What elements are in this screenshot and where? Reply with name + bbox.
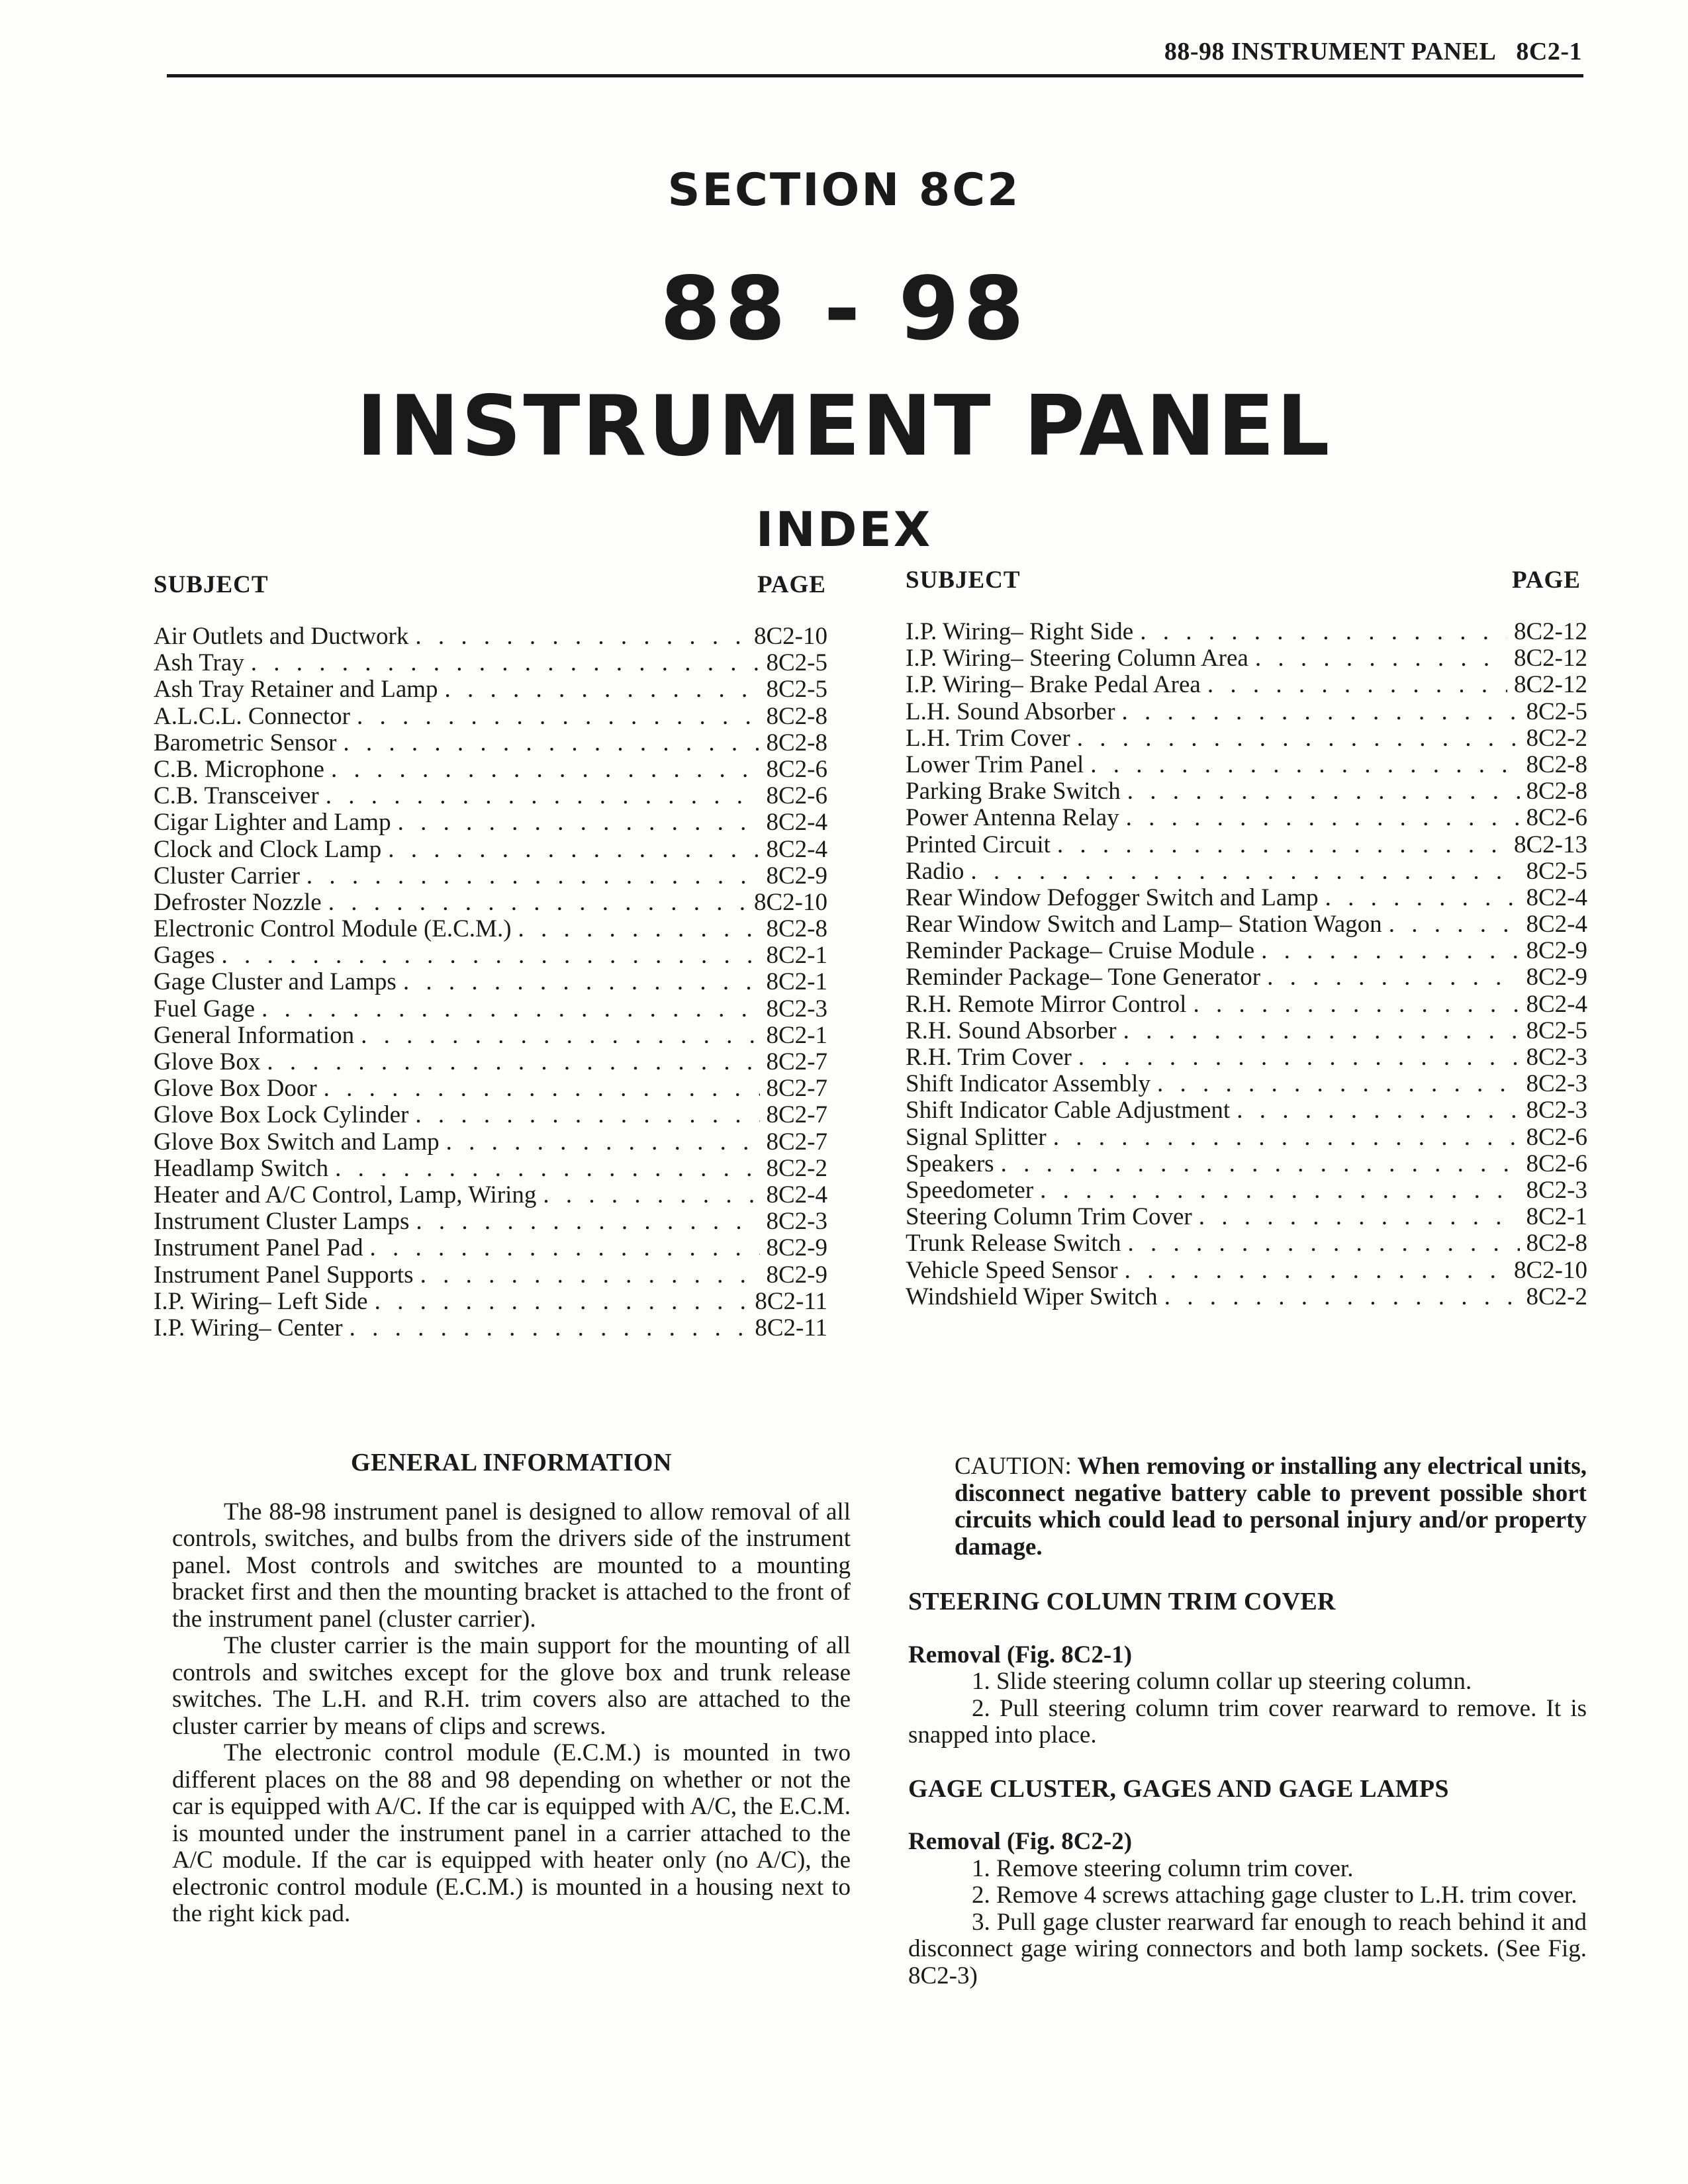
index-page: 8C2-2	[1526, 724, 1587, 752]
index-entry	[154, 1102, 827, 1128]
index-entry	[906, 991, 1587, 1018]
dot-leader	[1193, 991, 1519, 1018]
index-subject: I.P. Wiring– Left Side	[154, 1287, 368, 1315]
dot-leader	[1325, 885, 1520, 911]
index-subject: R.H. Remote Mirror Control	[906, 990, 1187, 1018]
dot-leader	[1164, 1284, 1520, 1310]
index-subject: Barometric Sensor	[154, 729, 337, 756]
dot-leader	[1140, 619, 1507, 645]
dot-leader	[331, 756, 760, 783]
index-subject: Glove Box Door	[154, 1075, 317, 1103]
index-page: 8C2-12	[1514, 618, 1587, 645]
dot-leader	[1255, 645, 1507, 672]
index-subject: Steering Column Trim Cover	[906, 1203, 1192, 1231]
running-header	[1164, 37, 1582, 66]
index-subject: Vehicle Speed Sensor	[906, 1256, 1118, 1284]
general-information-heading: GENERAL INFORMATION	[351, 1449, 672, 1477]
index-page: 8C2-2	[1526, 1283, 1587, 1310]
index-page: 8C2-9	[1526, 937, 1587, 965]
index-page: 8C2-10	[754, 888, 827, 916]
general-information-column	[172, 1449, 851, 1928]
index-subject: L.H. Trim Cover	[906, 724, 1070, 752]
index-page: 8C2-5	[1526, 698, 1587, 725]
index-entry	[154, 1262, 827, 1289]
index-subject: Reminder Package– Cruise Module	[906, 937, 1255, 965]
procedures-column	[908, 1453, 1587, 1989]
index-page: 8C2-3	[766, 1208, 827, 1236]
index-entry	[154, 942, 827, 969]
index-entry	[154, 1315, 827, 1342]
index-entry	[906, 938, 1587, 964]
dot-leader	[398, 809, 760, 836]
index-entry	[154, 1182, 827, 1208]
index-subject: Cigar Lighter and Lamp	[154, 809, 391, 837]
index-column-left	[154, 570, 827, 1342]
index-subject-header: SUBJECT	[154, 571, 269, 598]
index-subject: Reminder Package– Tone Generator	[906, 964, 1261, 991]
index-subject: Rear Window Defogger Switch and Lamp	[906, 884, 1319, 911]
index-entry	[906, 885, 1587, 911]
index-page: 8C2-3	[1526, 1176, 1587, 1204]
dot-leader	[251, 650, 760, 676]
index-entry	[906, 752, 1587, 778]
dot-leader	[261, 996, 759, 1023]
index-subject: A.L.C.L. Connector	[154, 702, 350, 730]
dot-leader	[1090, 752, 1519, 778]
index-entry	[906, 1124, 1587, 1151]
index-page-header: PAGE	[1511, 567, 1581, 594]
index-entry	[154, 1235, 827, 1261]
dot-leader	[375, 1289, 749, 1315]
index-entry	[906, 1044, 1587, 1071]
dot-leader	[350, 1315, 749, 1342]
header-title: 88-98 INSTRUMENT PANEL	[1164, 38, 1497, 66]
index-subject: I.P. Wiring– Brake Pedal Area	[906, 671, 1201, 699]
index-subject: Signal Splitter	[906, 1123, 1047, 1151]
index-entry	[154, 1208, 827, 1235]
index-page: 8C2-4	[1526, 990, 1587, 1018]
dot-leader	[420, 1262, 760, 1289]
index-entry	[154, 916, 827, 942]
index-entry	[906, 699, 1587, 725]
index-page: 8C2-6	[1526, 1150, 1587, 1177]
index-entry	[154, 650, 827, 676]
dot-leader	[1237, 1097, 1519, 1124]
index-page: 8C2-5	[1526, 1017, 1587, 1044]
index-page: 8C2-12	[1514, 671, 1587, 699]
index-subject: Speedometer	[906, 1176, 1034, 1204]
dot-leader	[415, 623, 747, 650]
section-title: SECTION 8C2	[667, 164, 1021, 216]
index-subject: Cluster Carrier	[154, 862, 300, 889]
index-subject: I.P. Wiring– Right Side	[906, 618, 1134, 645]
gage-cluster-heading: GAGE CLUSTER, GAGES AND GAGE LAMPS	[908, 1774, 1449, 1803]
index-subject-header: SUBJECT	[906, 567, 1021, 594]
index-page: 8C2-3	[1526, 1097, 1587, 1124]
steering-column-heading: STEERING COLUMN TRIM COVER	[908, 1588, 1336, 1615]
index-entry	[906, 1071, 1587, 1097]
index-entry	[906, 1177, 1587, 1204]
index-page: 8C2-8	[766, 729, 827, 756]
dot-leader	[370, 1235, 760, 1261]
index-entry	[154, 730, 827, 756]
index-page: 8C2-7	[766, 1048, 827, 1075]
index-subject: Gage Cluster and Lamps	[154, 968, 397, 996]
index-page: 8C2-6	[1526, 804, 1587, 832]
index-page: 8C2-4	[766, 1181, 827, 1208]
dot-leader	[445, 676, 760, 703]
index-subject: Rear Window Switch and Lamp– Station Wagon	[906, 911, 1382, 938]
index-entry	[906, 672, 1587, 698]
removal-label: Removal (Fig. 8C2-2)	[908, 1828, 1133, 1855]
index-page: 8C2-6	[766, 782, 827, 810]
index-page: 8C2-8	[1526, 1230, 1587, 1257]
index-entry	[906, 778, 1587, 805]
dot-leader	[1267, 964, 1519, 991]
dot-leader	[326, 783, 760, 809]
index-entry	[906, 725, 1587, 752]
index-subject: Ash Tray Retainer and Lamp	[154, 676, 438, 704]
index-subject: Heater and A/C Control, Lamp, Wiring	[154, 1181, 537, 1208]
index-subject: R.H. Trim Cover	[906, 1044, 1072, 1071]
dot-leader	[1125, 1257, 1507, 1284]
dot-leader	[1040, 1177, 1519, 1204]
dot-leader	[403, 969, 760, 995]
dot-leader	[388, 837, 759, 863]
index-subject: Ash Tray	[154, 649, 244, 677]
dot-leader	[1127, 1230, 1519, 1257]
index-subject: Lower Trim Panel	[906, 751, 1084, 778]
index-page: 8C2-3	[1526, 1070, 1587, 1098]
index-header	[906, 566, 1587, 619]
paragraph: The cluster carrier is the main support for the mounting of all controls and switches except for the glove box and trunk release switches. The L.H. and R.H. trim covers also are attached to the cluster carrier by means of clips and screws.	[172, 1632, 851, 1740]
dot-leader	[416, 1208, 759, 1235]
index-page: 8C2-8	[766, 702, 827, 730]
procedure-step: 1. Remove steering column trim cover.	[972, 1854, 1354, 1882]
procedure-step: 2. Pull steering column trim cover rearward to remove. It is snapped into place.	[908, 1694, 1587, 1749]
index-subject: Trunk Release Switch	[906, 1230, 1121, 1257]
index-entry	[906, 911, 1587, 938]
index-page: 8C2-8	[766, 915, 827, 943]
index-page: 8C2-1	[1526, 1203, 1587, 1231]
index-page: 8C2-6	[1526, 1123, 1587, 1151]
index-subject: Windshield Wiper Switch	[906, 1283, 1158, 1310]
dot-leader	[1157, 1071, 1520, 1097]
index-entry	[906, 832, 1587, 858]
procedure-step: 1. Slide steering column collar up steering column.	[972, 1668, 1472, 1695]
index-page: 8C2-2	[766, 1154, 827, 1182]
index-subject: Fuel Gage	[154, 995, 256, 1023]
index-entry	[154, 783, 827, 809]
index-subject: Shift Indicator Cable Adjustment	[906, 1097, 1231, 1124]
index-page: 8C2-3	[766, 995, 827, 1023]
index-subject: General Information	[154, 1021, 355, 1049]
index-page: 8C2-5	[766, 649, 827, 677]
index-entry	[154, 809, 827, 836]
paragraph: The electronic control module (E.C.M.) is mounted in two different places on the 88 and 98 depending on whether or not the car is equipped with A/C. If the car is equipped with A/C, the E.C.M. is mounted under the instrument panel in a carrier attached to the A/C module. If the car is equipped with heater only (no A/C), the electronic control module (E.C.M.) is mounted in a housing next to the right kick pad.	[172, 1739, 851, 1927]
dot-leader	[267, 1049, 759, 1075]
dot-leader	[1122, 699, 1520, 725]
dot-leader	[335, 1156, 759, 1182]
index-entry	[154, 1023, 827, 1049]
index-subject: Electronic Control Module (E.C.M.)	[154, 915, 512, 943]
index-entry	[154, 837, 827, 863]
index-subject: Printed Circuit	[906, 831, 1051, 858]
dot-leader	[306, 863, 760, 889]
index-page: 8C2-5	[766, 676, 827, 704]
dot-leader	[1199, 1204, 1520, 1230]
index-entry	[906, 964, 1587, 991]
index-subject: C.B. Microphone	[154, 755, 324, 783]
index-entry	[906, 1284, 1587, 1310]
index-subject: Instrument Panel Supports	[154, 1261, 414, 1289]
index-page: 8C2-12	[1514, 645, 1587, 672]
index-page: 8C2-1	[766, 968, 827, 996]
index-entry	[906, 858, 1587, 885]
index-subject: Gages	[154, 942, 215, 970]
header-rule	[167, 74, 1583, 77]
dot-leader	[1001, 1151, 1520, 1177]
index-page: 8C2-1	[766, 942, 827, 970]
index-page: 8C2-8	[1526, 778, 1587, 805]
index-title: INDEX	[755, 502, 933, 557]
panel-title: INSTRUMENT PANEL	[356, 377, 1332, 475]
dot-leader	[415, 1102, 759, 1128]
index-entry	[154, 1156, 827, 1182]
index-page: 8C2-4	[766, 835, 827, 863]
index-subject: Glove Box Switch and Lamp	[154, 1128, 440, 1156]
dot-leader	[543, 1182, 759, 1208]
index-subject: Defroster Nozzle	[154, 888, 322, 916]
index-entry	[154, 1289, 827, 1315]
dot-leader	[1389, 911, 1520, 938]
dot-leader	[221, 942, 759, 969]
dot-leader	[343, 730, 759, 756]
dot-leader	[1077, 725, 1520, 752]
index-page: 8C2-13	[1514, 831, 1587, 858]
index-page: 8C2-4	[1526, 911, 1587, 938]
dot-leader	[1261, 938, 1519, 964]
index-subject: C.B. Transceiver	[154, 782, 319, 810]
index-subject: I.P. Wiring– Center	[154, 1314, 343, 1342]
index-subject: Air Outlets and Ductwork	[154, 623, 409, 650]
index-page: 8C2-10	[754, 623, 827, 650]
index-page: 8C2-11	[755, 1314, 827, 1342]
index-subject: Glove Box Lock Cylinder	[154, 1101, 409, 1129]
index-entry	[154, 863, 827, 889]
index-page: 8C2-9	[766, 1261, 827, 1289]
index-entry	[154, 676, 827, 703]
index-subject: Headlamp Switch	[154, 1154, 329, 1182]
index-subject: Glove Box	[154, 1048, 261, 1075]
index-page: 8C2-5	[1526, 857, 1587, 885]
dot-leader	[1207, 672, 1507, 698]
index-page: 8C2-6	[766, 755, 827, 783]
index-entry	[154, 1075, 827, 1102]
index-entry	[154, 623, 827, 650]
index-subject: Speakers	[906, 1150, 994, 1177]
index-subject: Radio	[906, 857, 964, 885]
index-column-right	[906, 566, 1587, 1310]
procedure-step: 2. Remove 4 screws attaching gage cluster to L.H. trim cover.	[972, 1882, 1577, 1909]
procedure-step: 3. Pull gage cluster rearward far enough to reach behind it and disconnect gage wiring connectors and both lamp sockets. (See Fig. 8C2-3)	[908, 1908, 1587, 1989]
index-page: 8C2-3	[1526, 1044, 1587, 1071]
paragraph: The 88-98 instrument panel is designed to allow removal of all controls, switches, and bulbs from the drivers side of the instrument panel. Most controls and switches are mounted to a mounting bracket first and then the mounting bracket is attached to the front of the instrument panel (cluster carrier).	[172, 1498, 851, 1633]
dot-leader	[324, 1075, 760, 1102]
index-subject: R.H. Sound Absorber	[906, 1017, 1117, 1044]
dot-leader	[1053, 1124, 1520, 1151]
index-entry	[906, 645, 1587, 672]
dot-leader	[1127, 778, 1520, 805]
caution-note	[955, 1453, 1587, 1561]
index-page: 8C2-1	[766, 1021, 827, 1049]
index-entry	[154, 756, 827, 783]
index-page: 8C2-9	[1526, 964, 1587, 991]
index-subject: Parking Brake Switch	[906, 778, 1121, 805]
index-entry	[154, 1049, 827, 1075]
header-page-number: 8C2-1	[1516, 38, 1582, 66]
dot-leader	[328, 889, 747, 916]
removal-label: Removal (Fig. 8C2-1)	[908, 1641, 1133, 1668]
caution-text: When removing or installing any electrical units, disconnect negative battery cable to prevent possible short circuits which could lead to personal injury and/or property damage.	[955, 1453, 1587, 1561]
index-subject: Shift Indicator Assembly	[906, 1070, 1150, 1098]
index-subject: Clock and Clock Lamp	[154, 835, 382, 863]
index-subject: L.H. Sound Absorber	[906, 698, 1115, 725]
index-page: 8C2-7	[766, 1075, 827, 1103]
index-entry	[906, 1230, 1587, 1257]
dot-leader	[1123, 1018, 1520, 1044]
index-entry	[906, 1097, 1587, 1124]
index-subject: Instrument Panel Pad	[154, 1234, 363, 1262]
caution-label: CAUTION:	[955, 1453, 1072, 1480]
index-entry	[906, 1204, 1587, 1230]
index-entry	[154, 704, 827, 730]
index-page: 8C2-4	[1526, 884, 1587, 911]
model-title: 88 - 98	[659, 258, 1029, 360]
dot-leader	[970, 858, 1519, 885]
index-entry	[154, 969, 827, 995]
dot-leader	[361, 1023, 759, 1049]
index-subject: I.P. Wiring– Steering Column Area	[906, 645, 1248, 672]
index-page: 8C2-8	[1526, 751, 1587, 778]
index-page: 8C2-7	[766, 1128, 827, 1156]
dot-leader	[446, 1129, 760, 1156]
index-entry	[906, 805, 1587, 831]
index-entry	[154, 889, 827, 916]
index-page: 8C2-11	[755, 1287, 827, 1315]
index-subject: Instrument Cluster Lamps	[154, 1208, 410, 1236]
index-page: 8C2-9	[766, 1234, 827, 1262]
index-entry	[906, 1257, 1587, 1284]
dot-leader	[1057, 832, 1507, 858]
dot-leader	[357, 704, 760, 730]
index-page: 8C2-4	[766, 809, 827, 837]
index-entry	[154, 1129, 827, 1156]
index-page: 8C2-9	[766, 862, 827, 889]
index-header	[154, 570, 827, 623]
index-page-header: PAGE	[757, 571, 826, 598]
dot-leader	[518, 916, 760, 942]
dot-leader	[1126, 805, 1520, 831]
dot-leader	[1078, 1044, 1520, 1071]
index-page: 8C2-10	[1514, 1256, 1587, 1284]
index-entry	[906, 1151, 1587, 1177]
index-entry	[906, 1018, 1587, 1044]
index-page: 8C2-7	[766, 1101, 827, 1129]
index-subject: Power Antenna Relay	[906, 804, 1119, 832]
index-entry	[154, 996, 827, 1023]
index-entry	[906, 619, 1587, 645]
